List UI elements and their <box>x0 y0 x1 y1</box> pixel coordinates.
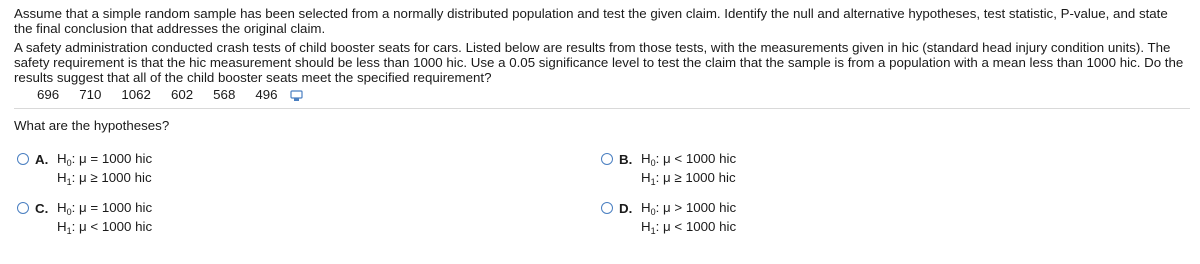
radio-button[interactable] <box>601 153 613 165</box>
data-value: 710 <box>79 87 102 102</box>
problem-text: A safety administration conducted crash tests of child booster seats for cars. Listed below are results from those tests, with the measurements given in hic (standard head injury condition units). The safety requirement is that the hic measurement should be less than 1000 hic. Use a 0.05 significance level to test the claim that the sample is from a population with a mean less than 1000 hic. Do the results suggest that all of the child booster seats meet the specified requirement? <box>14 40 1184 85</box>
alt-hypothesis: $H_1$: μ ≥ 1000 hic <box>641 170 736 187</box>
option-a[interactable] <box>17 152 152 188</box>
null-hypothesis: $H_0$: μ = 1000 hic <box>57 200 153 217</box>
data-value: 496 <box>255 87 278 102</box>
option-hypotheses <box>641 150 736 188</box>
alt-hypothesis: $H_1$: μ < 1000 hic <box>57 219 153 236</box>
divider <box>14 108 1190 109</box>
data-value: 1062 <box>121 87 151 102</box>
option-letter: D. <box>619 201 633 216</box>
null-hypothesis: $H_0$: μ < 1000 hic <box>641 151 737 168</box>
radio-button[interactable] <box>601 202 613 214</box>
alt-hypothesis: $H_1$: μ ≥ 1000 hic <box>57 170 152 187</box>
radio-button[interactable] <box>17 202 29 214</box>
null-hypothesis: $H_0$: μ = 1000 hic <box>57 151 153 168</box>
option-letter: B. <box>619 152 633 167</box>
option-hypotheses <box>641 199 736 237</box>
data-values <box>37 87 304 102</box>
null-hypothesis: $H_0$: μ > 1000 hic <box>641 200 737 217</box>
copy-data-icon[interactable] <box>290 90 304 102</box>
option-letter: C. <box>35 201 49 216</box>
option-c[interactable] <box>17 201 152 237</box>
option-letter: A. <box>35 152 49 167</box>
option-d[interactable] <box>601 201 736 237</box>
alt-hypothesis: $H_1$: μ < 1000 hic <box>641 219 737 236</box>
option-b[interactable] <box>601 152 736 188</box>
option-hypotheses <box>57 150 152 188</box>
option-hypotheses <box>57 199 152 237</box>
radio-button[interactable] <box>17 153 29 165</box>
instructions-text: Assume that a simple random sample has been selected from a normally distributed population and test the given claim. Identify the null and alternative hypotheses, test statistic, P-value, and state the final conclusion that addresses the original claim. <box>14 6 1168 36</box>
question-prompt: What are the hypotheses? <box>14 118 170 133</box>
data-value: 602 <box>170 87 194 102</box>
data-value: 696 <box>37 87 60 102</box>
data-value: 568 <box>213 87 236 102</box>
